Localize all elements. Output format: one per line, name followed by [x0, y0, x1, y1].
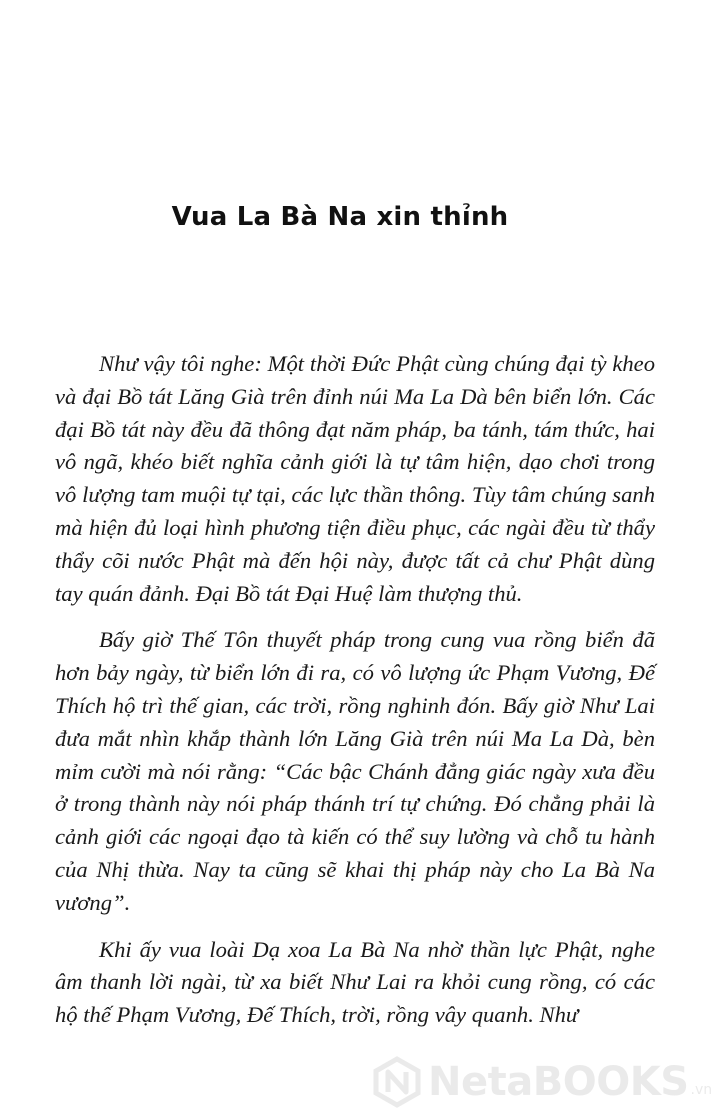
netabooks-logo-icon	[372, 1057, 422, 1107]
watermark-brand: NetaBOOKS	[428, 1059, 689, 1105]
paragraph-1: Như vậy tôi nghe: Một thời Đức Phật cùng chúng đại tỳ kheo và đại Bồ tát Lăng Già trên đỉnh núi Ma La Dà bên biển lớn. Các đại Bồ tát này đều đã thông đạt năm pháp, ba tánh, tám thức, hai vô ngã, khéo biết nghĩa cảnh giới là tự tâm hiện, dạo chơi trong vô lượng tam muội tự tại, các lực thần thông. Tùy tâm chúng sanh mà hiện đủ loại hình phương tiện điều phục, các ngài đều từ thẩy thẩy cõi nước Phật mà đến hội này, được tất cả chư Phật dùng tay quán đảnh. Đại Bồ tát Đại Huệ làm thượng thủ.	[55, 351, 655, 606]
watermark-suffix: .vn	[690, 1082, 712, 1098]
watermark	[372, 1052, 712, 1112]
body-text	[55, 348, 655, 1046]
chapter-title: Vua La Bà Na xin thỉnh	[171, 202, 509, 232]
paragraph-2: Bấy giờ Thế Tôn thuyết pháp trong cung vua rồng biển đã hơn bảy ngày, từ biển lớn đi ra, có vô lượng ức Phạm Vương, Đế Thích hộ trì thế gian, các trời, rồng nghinh đón. Bấy giờ Như Lai đưa mắt nhìn khắp thành lớn Lăng Già trên núi Ma La Dà, bèn mỉm cười mà nói rằng: “Các bậc Chánh đẳng giác ngày xưa đều ở trong thành này nói pháp thánh trí tự chứng. Đó chẳng phải là cảnh giới các ngoại đạo tà kiến có thể suy lường và chỗ tu hành của Nhị thừa. Nay ta cũng sẽ khai thị pháp này cho La Bà Na vương”.	[55, 627, 655, 915]
paragraph-3: Khi ấy vua loài Dạ xoa La Bà Na nhờ thần lực Phật, nghe âm thanh lời ngài, từ xa biết Như Lai ra khỏi cung rồng, có các hộ thế Phạm Vương, Đế Thích, trời, rồng vây quanh. Như	[55, 936, 655, 1028]
